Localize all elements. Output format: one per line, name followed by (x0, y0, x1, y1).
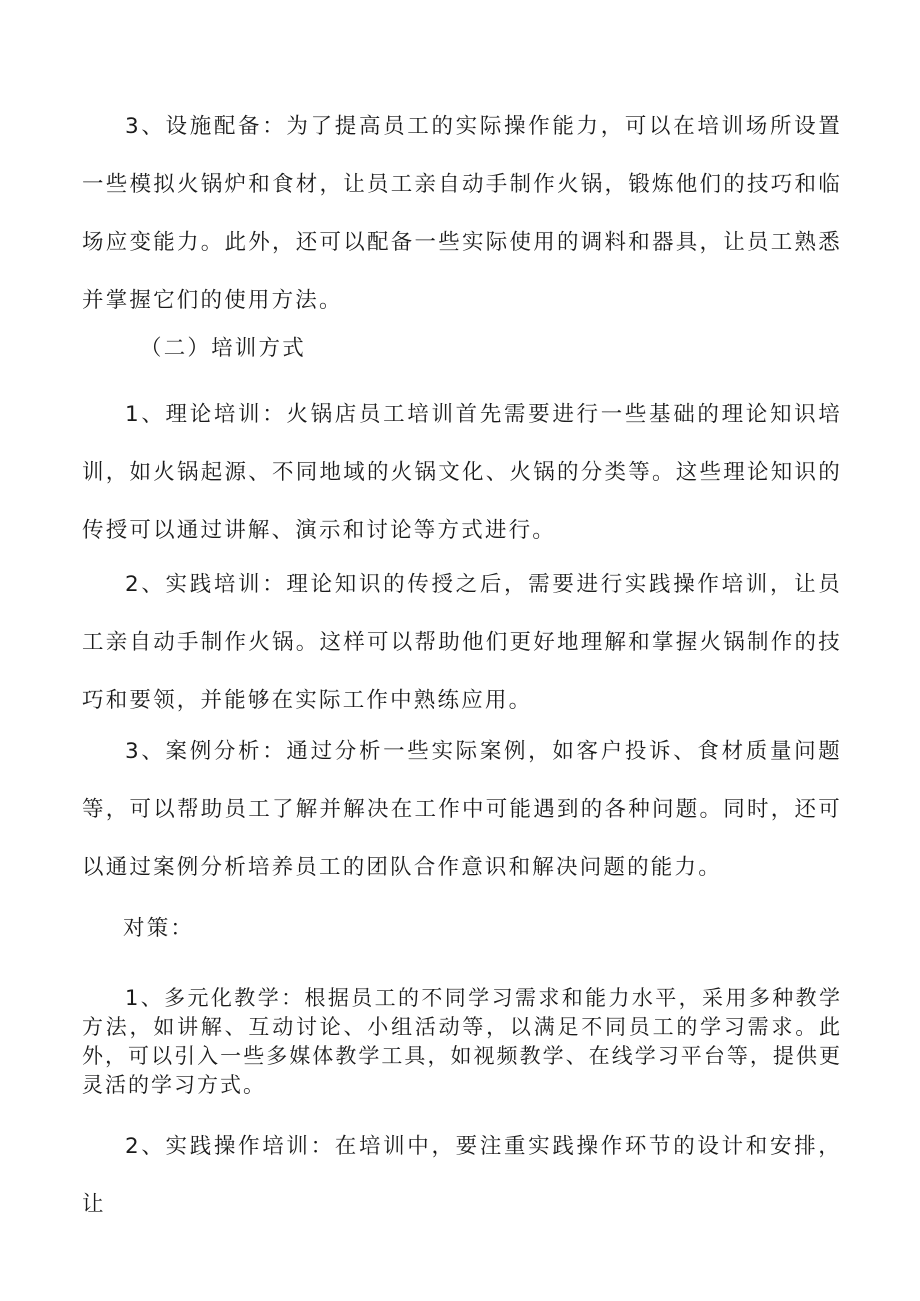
section-heading-training-methods: （二）培训方式 (140, 336, 306, 361)
paragraph-theory-training: 1、理论培训：火锅店员工培训首先需要进行一些基础的理论知识培训，如火锅起源、不同地域的火锅文化、火锅的分类等。这些理论知识的传授可以通过讲解、演示和讨论等方式进行。 (82, 402, 842, 543)
paragraph-practice-training: 2、实践培训：理论知识的传授之后，需要进行实践操作培训，让员工亲自动手制作火锅。这样可以帮助他们更好地理解和掌握火锅制作的技巧和要领，并能够在实际工作中熟练应用。 (82, 572, 842, 713)
paragraph-facility-equipment: 3、设施配备：为了提高员工的实际操作能力，可以在培训场所设置一些模拟火锅炉和食材，让员工亲自动手制作火锅，锻炼他们的技巧和临场应变能力。此外，还可以配备一些实际使用的调料和器具，让员工熟悉并掌握它们的使用方法。 (82, 114, 842, 313)
paragraph-diversified-teaching: 1、多元化教学：根据员工的不同学习需求和能力水平，采用多种教学方法，如讲解、互动讨论、小组活动等，以满足不同员工的学习需求。此外，可以引入一些多媒体教学工具，如视频教学、在线学习平台等，提供更灵活的学习方式。 (82, 986, 842, 1097)
paragraph-practical-operation-training: 2、实践操作培训：在培训中，要注重实践操作环节的设计和安排，让 (82, 1134, 842, 1217)
countermeasures-label: 对策： (123, 916, 195, 941)
paragraph-case-analysis: 3、案例分析：通过分析一些实际案例，如客户投诉、食材质量问题等，可以帮助员工了解并解决在工作中可能遇到的各种问题。同时，还可以通过案例分析培养员工的团队合作意识和解决问题的能力。 (82, 739, 842, 880)
